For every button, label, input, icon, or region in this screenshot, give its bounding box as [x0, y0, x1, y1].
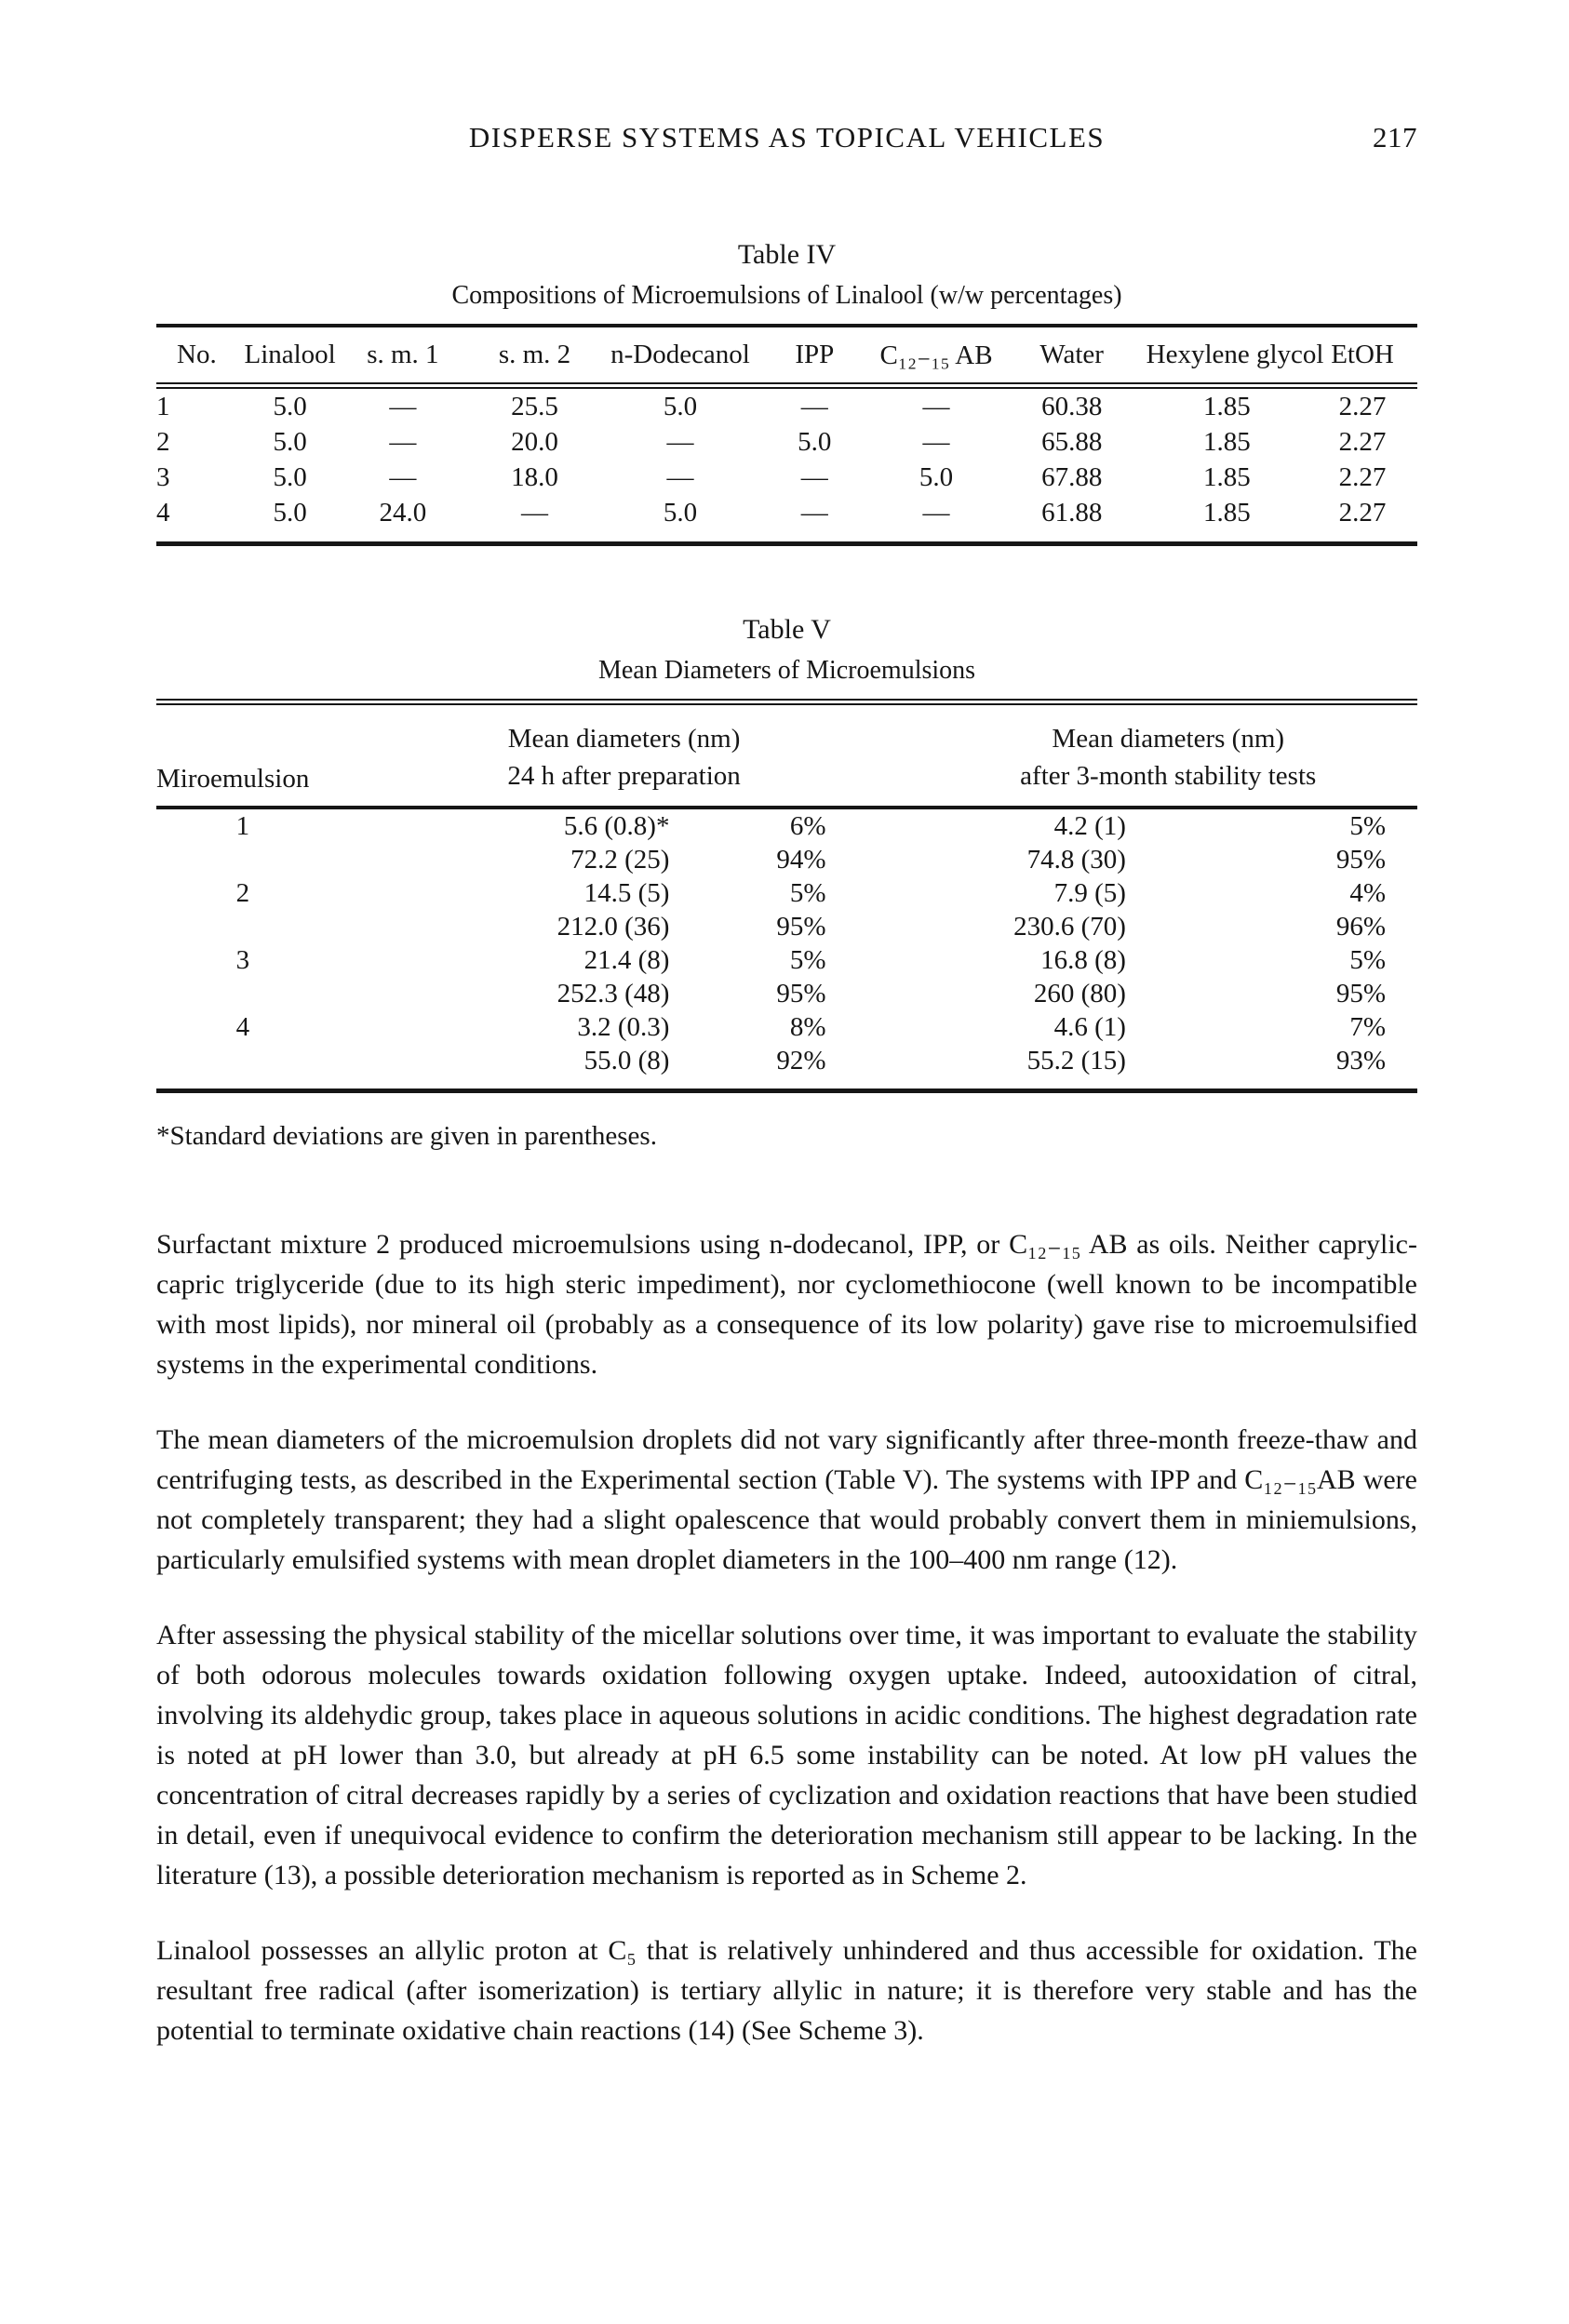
table-cell: — — [389, 426, 417, 457]
table-cell: 5.0 — [663, 497, 698, 528]
column-header: C₁₂₋₁₅ AB — [875, 326, 997, 386]
table-cell: 5.0 — [663, 391, 698, 421]
table-cell: 65.88 — [1041, 426, 1103, 457]
table-row — [156, 1010, 1417, 1044]
table-cell: — — [666, 426, 694, 457]
table-iv-header-row — [156, 326, 1417, 386]
table-cell: — — [800, 461, 828, 492]
table-cell: 93% — [1335, 1045, 1386, 1075]
table-v-header — [156, 702, 1417, 808]
table-cell — [156, 977, 329, 1010]
table-cell: 92% — [776, 1045, 826, 1075]
table-cell: 5% — [1349, 810, 1386, 841]
table-iv-subtitle: Compositions of Microemulsions of Linalool (w/w percentages) — [451, 281, 1122, 310]
table-cell: — — [800, 391, 828, 421]
table-cell: 5.0 — [273, 461, 307, 492]
table-cell: 95% — [776, 911, 826, 942]
table-cell: 14.5 (5) — [583, 877, 670, 908]
table-cell: 5.0 — [919, 461, 954, 492]
table-cell: 4.2 (1) — [1053, 810, 1126, 841]
table-cell: 1.85 — [1202, 391, 1251, 421]
table-cell: 1.85 — [1202, 461, 1251, 492]
table-cell: 4% — [1349, 877, 1386, 908]
table-iv-body — [156, 386, 1417, 544]
table-cell — [156, 910, 329, 943]
table-cell — [156, 843, 329, 876]
table-cell: 3 — [156, 461, 170, 492]
table-v-title: Table V — [743, 614, 831, 645]
table-cell: 5.0 — [273, 391, 307, 421]
table-row — [156, 808, 1417, 843]
table-iv-title: Table IV — [737, 239, 837, 270]
table-cell: 8% — [789, 1011, 826, 1042]
column-group-24h-line1: Mean diameters (nm) — [507, 724, 741, 754]
table-iv-section — [156, 238, 1417, 546]
table-cell: 1 — [235, 810, 250, 841]
table-cell: 4 — [235, 1011, 250, 1042]
column-group-3month — [825, 702, 1417, 808]
table-cell: 7.9 (5) — [1053, 877, 1126, 908]
table-cell: 4 — [156, 497, 170, 528]
table-cell: 20.0 — [511, 426, 558, 457]
column-header: IPP — [754, 326, 875, 386]
table-row — [156, 843, 1417, 876]
table-cell: 3 — [235, 944, 250, 975]
table-v-subtitle: Mean Diameters of Microemulsions — [597, 656, 976, 685]
table-cell: 230.6 (70) — [1013, 911, 1126, 942]
table-cell: 4.6 (1) — [1053, 1011, 1126, 1042]
table-cell: 61.88 — [1041, 497, 1103, 528]
table-cell: 5.0 — [273, 426, 307, 457]
table-cell: 5% — [789, 944, 826, 975]
table-row — [156, 943, 1417, 977]
table-cell: 2.27 — [1338, 497, 1387, 528]
table-row — [156, 386, 1417, 425]
table-cell: 25.5 — [511, 391, 558, 421]
table-cell: 6% — [789, 810, 826, 841]
table-cell: 1 — [156, 391, 170, 421]
table-iv — [156, 324, 1417, 546]
table-cell: 72.2 (25) — [570, 844, 670, 875]
table-cell: 74.8 (30) — [1026, 844, 1126, 875]
table-cell: 95% — [1335, 978, 1386, 1008]
column-header: EtOH — [1308, 326, 1417, 386]
table-cell: 2 — [235, 877, 250, 908]
column-header: No. — [156, 326, 237, 386]
column-header: n-Dodecanol — [607, 326, 755, 386]
table-cell: 5.0 — [798, 426, 832, 457]
table-row — [156, 495, 1417, 544]
column-group-3month-line1: Mean diameters (nm) — [1052, 724, 1285, 754]
table-row — [156, 910, 1417, 943]
table-cell: 95% — [1335, 844, 1386, 875]
table-cell: 95% — [776, 978, 826, 1008]
table-cell: — — [800, 497, 828, 528]
table-v-section — [156, 613, 1417, 1152]
column-header: s. m. 2 — [463, 326, 606, 386]
running-head-title: DISPERSE SYSTEMS AS TOPICAL VEHICLES — [468, 121, 1106, 154]
table-row — [156, 977, 1417, 1010]
table-cell: 96% — [1335, 911, 1386, 942]
table-cell: 18.0 — [511, 461, 558, 492]
body-text — [156, 1224, 1417, 2050]
table-cell: 2 — [156, 426, 170, 457]
table-cell: — — [922, 391, 950, 421]
column-header-microemulsion: Miroemulsion — [156, 702, 329, 808]
running-head — [156, 121, 1417, 160]
page-number: 217 — [1373, 121, 1417, 154]
table-cell: 260 (80) — [1033, 978, 1126, 1008]
column-header: Hexylene glycol — [1147, 326, 1308, 386]
table-cell: 252.3 (48) — [557, 978, 670, 1008]
table-row — [156, 876, 1417, 910]
table-iv-header — [156, 326, 1417, 386]
table-cell: 2.27 — [1338, 426, 1387, 457]
table-cell: — — [389, 461, 417, 492]
column-group-24h — [329, 702, 826, 808]
body-paragraph: After assessing the physical stability of the micellar solutions over time, it was important to evaluate the stability of both odorous molecules towards oxidation following oxygen uptake. Indeed, autooxidation of citral, involving its aldehydic group, takes place in aqueous solutions in acidic conditions. The highest degradation rate is noted at pH lower than 3.0, but already at pH 6.5 some instability can be noted. At low pH values the concentration of citral decreases rapidly by a series of cyclization and oxidation reactions that have been studied in detail, even if unequivocal evidence to confirm the deterioration mechanism still appear to be lacking. In the literature (13), a possible deterioration mechanism is reported as in Scheme 2. — [156, 1620, 1417, 1890]
column-header: Water — [998, 326, 1147, 386]
table-cell: 94% — [776, 844, 826, 875]
table-cell: 7% — [1349, 1011, 1386, 1042]
table-cell: 60.38 — [1041, 391, 1103, 421]
column-header: Linalool — [237, 326, 343, 386]
table-row — [156, 424, 1417, 460]
table-cell: — — [666, 461, 694, 492]
table-v — [156, 699, 1417, 1093]
table-v-footnote: *Standard deviations are given in parentheses. — [156, 1121, 657, 1151]
table-cell: 5.6 (0.8)* — [563, 810, 670, 841]
table-cell: 21.4 (8) — [583, 944, 670, 975]
table-cell: 5.0 — [273, 497, 307, 528]
table-cell: 55.0 (8) — [583, 1045, 670, 1075]
table-row — [156, 460, 1417, 495]
table-cell: 67.88 — [1041, 461, 1103, 492]
table-cell: — — [922, 426, 950, 457]
column-group-24h-line2: 24 h after preparation — [507, 761, 741, 791]
table-cell: — — [520, 497, 548, 528]
column-header: s. m. 1 — [343, 326, 463, 386]
table-cell: 1.85 — [1202, 426, 1251, 457]
table-cell: — — [922, 497, 950, 528]
column-group-3month-line2: after 3-month stability tests — [1020, 761, 1317, 791]
table-cell: 2.27 — [1338, 391, 1387, 421]
table-cell: 5% — [1349, 944, 1386, 975]
table-v-body — [156, 808, 1417, 1091]
table-cell: 16.8 (8) — [1040, 944, 1126, 975]
table-v-header-row — [156, 702, 1417, 808]
table-cell: 5% — [789, 877, 826, 908]
table-cell: — — [389, 391, 417, 421]
body-paragraph: Surfactant mixture 2 produced microemulsions using n-dodecanol, IPP, or C₁₂₋₁₅ AB as oils. Neither caprylic-capric triglyceride (due to its high steric impediment), nor cyclomethiocone (well known to be incompatible with most lipids), nor mineral oil (probably as a consequence of its low polarity) gave rise to microemulsified systems in the experimental conditions. — [156, 1229, 1417, 1380]
body-paragraph: Linalool possesses an allylic proton at C₅ that is relatively unhindered and thus accessible for oxidation. The resultant free radical (after isomerization) is tertiary allylic in nature; it is therefore very stable and has the potential to terminate oxidative chain reactions (14) (See Scheme 3). — [156, 1935, 1417, 2046]
table-cell: 24.0 — [379, 497, 427, 528]
table-cell — [156, 1044, 329, 1091]
table-cell: 212.0 (36) — [557, 911, 670, 942]
table-cell: 55.2 (15) — [1026, 1045, 1126, 1075]
table-row — [156, 1044, 1417, 1091]
table-cell: 3.2 (0.3) — [577, 1011, 670, 1042]
body-paragraph: The mean diameters of the microemulsion droplets did not vary significantly after three-month freeze-thaw and centrifuging tests, as described in the Experimental section (Table V). The systems with IPP and C₁₂₋₁₅AB were not completely transparent; they had a slight opalescence that would probably convert them in miniemulsions, particularly emulsified systems with mean droplet diameters in the 100–400 nm range (12). — [156, 1424, 1417, 1575]
table-cell: 2.27 — [1338, 461, 1387, 492]
table-cell: 1.85 — [1202, 497, 1251, 528]
